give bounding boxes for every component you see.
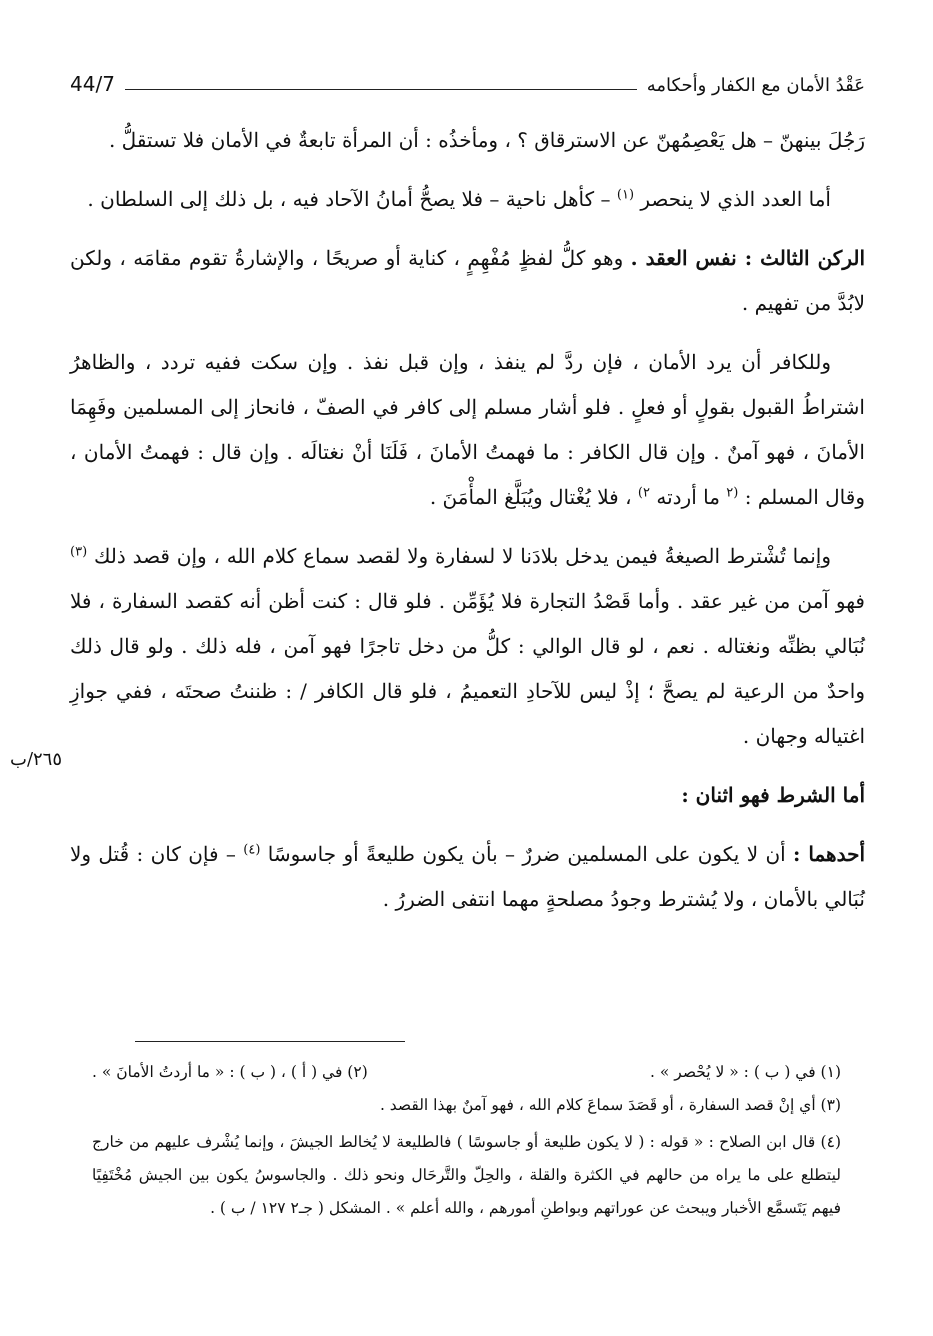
paragraph-4-text-a: وللكافر أن يرد الأمان ، فإن ردَّ لم ينفذ ، وإن قبل نفذ . وإن سكت ففيه تردد ، والظاهرُ اشتراطُ القبول بقولٍ أو فعلٍ . فلو أشار مسلم إلى كافر في الصفّ ، فانحاز إلى المسلمين وفَهِمَا الأمانَ ، فهو آمنٌ . وإن قال الكافر : ما فهمتُ الأمانَ ، فَلَنَا أنْ نغتالَه . وإن قال : فهمتُ الأمان ، وقال المسلم : — [70, 350, 865, 509]
paragraph-6-text-b: – فإن كان : قُتل ولا نُبَالي بالأمان ، ولا يُشترط وجودُ مصلحةٍ مهما انتفى الضررُ . — [70, 842, 865, 911]
paragraph-6-text-a: أن لا يكون على المسلمين ضررٌ – بأن يكون طليعةً أو جاسوسًا — [267, 842, 786, 866]
paragraph-5 — [70, 534, 865, 759]
footnote-ref-4: (٤) — [243, 842, 261, 858]
page-number: 44/7 — [70, 72, 115, 96]
paragraph-2-text-b: – كأهل ناحية – فلا يصحُّ أمانُ الآحاد فيه ، بل ذلك إلى السلطان . — [87, 187, 611, 211]
paragraph-5-text-a: وإنما تُشْترط الصيغةُ فيمن يدخل بلادَنا لا لسفارة ولا لقصد سماع كلام الله ، وإن قصد ذلك — [93, 544, 832, 568]
footnote-row-1-2 — [92, 1056, 841, 1089]
footnotes — [92, 1056, 841, 1229]
section-lead-third-pillar: الركن الثالث : نفس العقد . — [630, 246, 866, 270]
paragraph-2 — [70, 177, 865, 222]
paragraph-3 — [70, 236, 865, 326]
paragraph-4 — [70, 340, 865, 520]
footnote-ref-2-close: ٢) — [637, 485, 650, 501]
running-title: عَقْدُ الأمان مع الكفار وأحكامه — [646, 75, 865, 96]
main-text — [70, 118, 865, 922]
condition-one-lead: أحدهما : — [793, 842, 865, 866]
manuscript-folio-note: ٢٦٥/ب — [10, 749, 63, 770]
footnote-ref-3: (٣) — [70, 544, 88, 560]
paragraph-1: رَجُلَ بينهنّ – هل يَعْصِمُهنّ عن الاسترقاق ؟ ، ومأخذُه : أن المرأة تابعةٌ في الأمان فلا تستقلُّ . — [108, 128, 865, 152]
section-heading-conditions: أما الشرط فهو اثنان : — [681, 783, 865, 807]
footnote-ref-1: (١) — [616, 187, 635, 203]
footnote-2: (٢) في ( أ ) ، ( ب ) : « ما أردتُ الأمانَ » . — [92, 1063, 368, 1081]
footnote-ref-2-open: (٢ — [726, 485, 739, 501]
paragraph-2-text-a: أما العدد الذي لا ينحصر — [640, 187, 831, 211]
footnote-1: (١) في ( ب ) : « لا يُحْصر » . — [650, 1063, 841, 1081]
footnote-4: (٤) قال ابن الصلاح : « قوله : ( لا يكون طليعة أو جاسوسًا ) فالطليعة لا يُخالط الجيشَ ، وإنما يُشْرف عليهم من خارج ليتطلع على ما يراه من حالهم في الكثرة والقلة ، والحِلّ والتَّرحَال ونحو ذلك . والجاسوسُ يكون بين الجيش مُخْتَفِيًا فيهم يَتَسمَّع الأخبار ويبحث عن عوراتهم وبواطنِ أمورهم ، والله أعلم » . المشكل ( جـ٢ ١٢٧ / ب ) . — [92, 1133, 841, 1217]
footnote-separator — [135, 1041, 405, 1042]
paragraph-4-text-c: ، فلا يُغْتال ويُبَلَّغ المأْمَنَ . — [429, 485, 632, 509]
paragraph-4-text-b: ما أردته — [656, 485, 720, 509]
footnote-3: (٣) أي إنْ قصد السفارة ، أو قَصَدَ سماعَ كلام الله ، فهو آمنٌ بهذا القصد . — [379, 1096, 841, 1114]
page-header — [70, 60, 865, 96]
paragraph-6 — [70, 832, 865, 922]
paragraph-5-text-b: فهو آمن من غير عقد . وأما قَصْدُ التجارة فلا يُؤَمِّن . فلو قال : كنت أظن أنه كقصد السفارة ، فلا نُبَالي بظنِّه ونغتاله . نعم ، لو قال الوالي : كلُّ من دخل تاجرًا فهو آمن ، فله ذلك . ولو قال ذلك واحدٌ من الرعية لم يصحَّ ؛ إذْ ليس للآحادِ التعميمُ ، فلو قال الكافر / : ظننتُ صحتَه ، ففي جوازِ اغتياله وجهان . — [70, 589, 865, 748]
paragraph-3-text: وهو كلُّ لفظٍ مُفْهِمٍ ، كناية أو صريحًا ، والإشارةُ تقوم مقامَه ، ولكن لابُدَّ من تفهيم . — [70, 246, 865, 315]
header-rule — [125, 89, 637, 90]
